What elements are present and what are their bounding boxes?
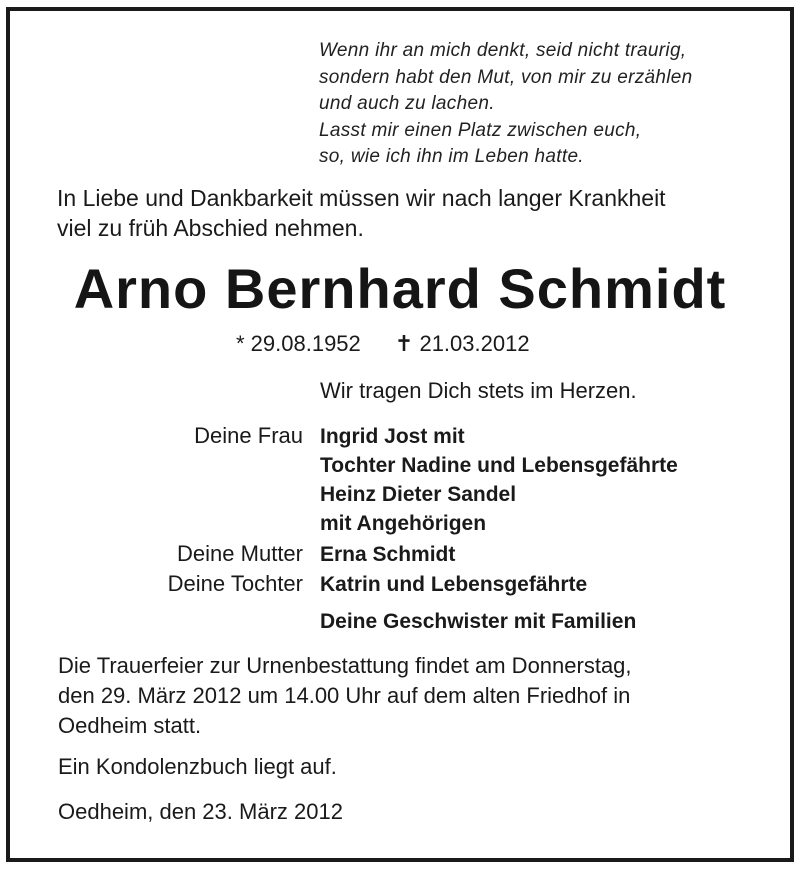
motto: Wir tragen Dich stets im Herzen. xyxy=(320,378,637,403)
poem-line: Lasst mir einen Platz zwischen euch, xyxy=(319,119,642,141)
mourner-line: Ingrid Jost mit xyxy=(320,425,465,448)
condolence-note: Ein Kondolenzbuch liegt auf. xyxy=(58,754,337,779)
daughter-name: Katrin und Lebensgefährte xyxy=(320,573,588,596)
poem-line: so, wie ich ihn im Leben hatte. xyxy=(319,146,584,167)
relation-daughter-label: Deine Tochter xyxy=(167,571,303,596)
deceased-name: Arno Bernhard Schmidt xyxy=(73,257,727,320)
intro-line: viel zu früh Abschied nehmen. xyxy=(57,215,364,241)
poem-line: und auch zu lachen. xyxy=(319,93,495,114)
place-and-date: Oedheim, den 23. März 2012 xyxy=(58,799,343,824)
mother-name: Erna Schmidt xyxy=(320,543,456,566)
funeral-line: den 29. März 2012 um 14.00 Uhr auf dem alten Friedhof in xyxy=(58,683,631,708)
mourner-line: Tochter Nadine und Lebensgefährte xyxy=(320,454,678,477)
life-dates xyxy=(236,329,530,359)
birth-date: * 29.08.1952 xyxy=(236,331,361,356)
poem xyxy=(319,38,759,171)
funeral-info xyxy=(58,651,758,741)
mourner-line: Heinz Dieter Sandel xyxy=(320,483,517,506)
siblings: Deine Geschwister mit Familien xyxy=(320,610,637,633)
mourner-line: mit Angehörigen xyxy=(320,512,487,535)
relation-mother-label: Deine Mutter xyxy=(177,541,303,566)
funeral-line: Oedheim statt. xyxy=(58,713,202,738)
poem-line: sondern habt den Mut, von mir zu erzählen xyxy=(319,66,693,88)
intro-text xyxy=(57,183,757,243)
death-date: ✝ 21.03.2012 xyxy=(394,331,530,356)
funeral-line: Die Trauerfeier zur Urnenbestattung findet am Donnerstag, xyxy=(58,653,632,678)
intro-line: In Liebe und Dankbarkeit müssen wir nach langer Krankheit xyxy=(57,185,666,211)
relation-wife-label: Deine Frau xyxy=(194,423,303,448)
poem-line: Wenn ihr an mich denkt, seid nicht traurig, xyxy=(319,40,687,61)
